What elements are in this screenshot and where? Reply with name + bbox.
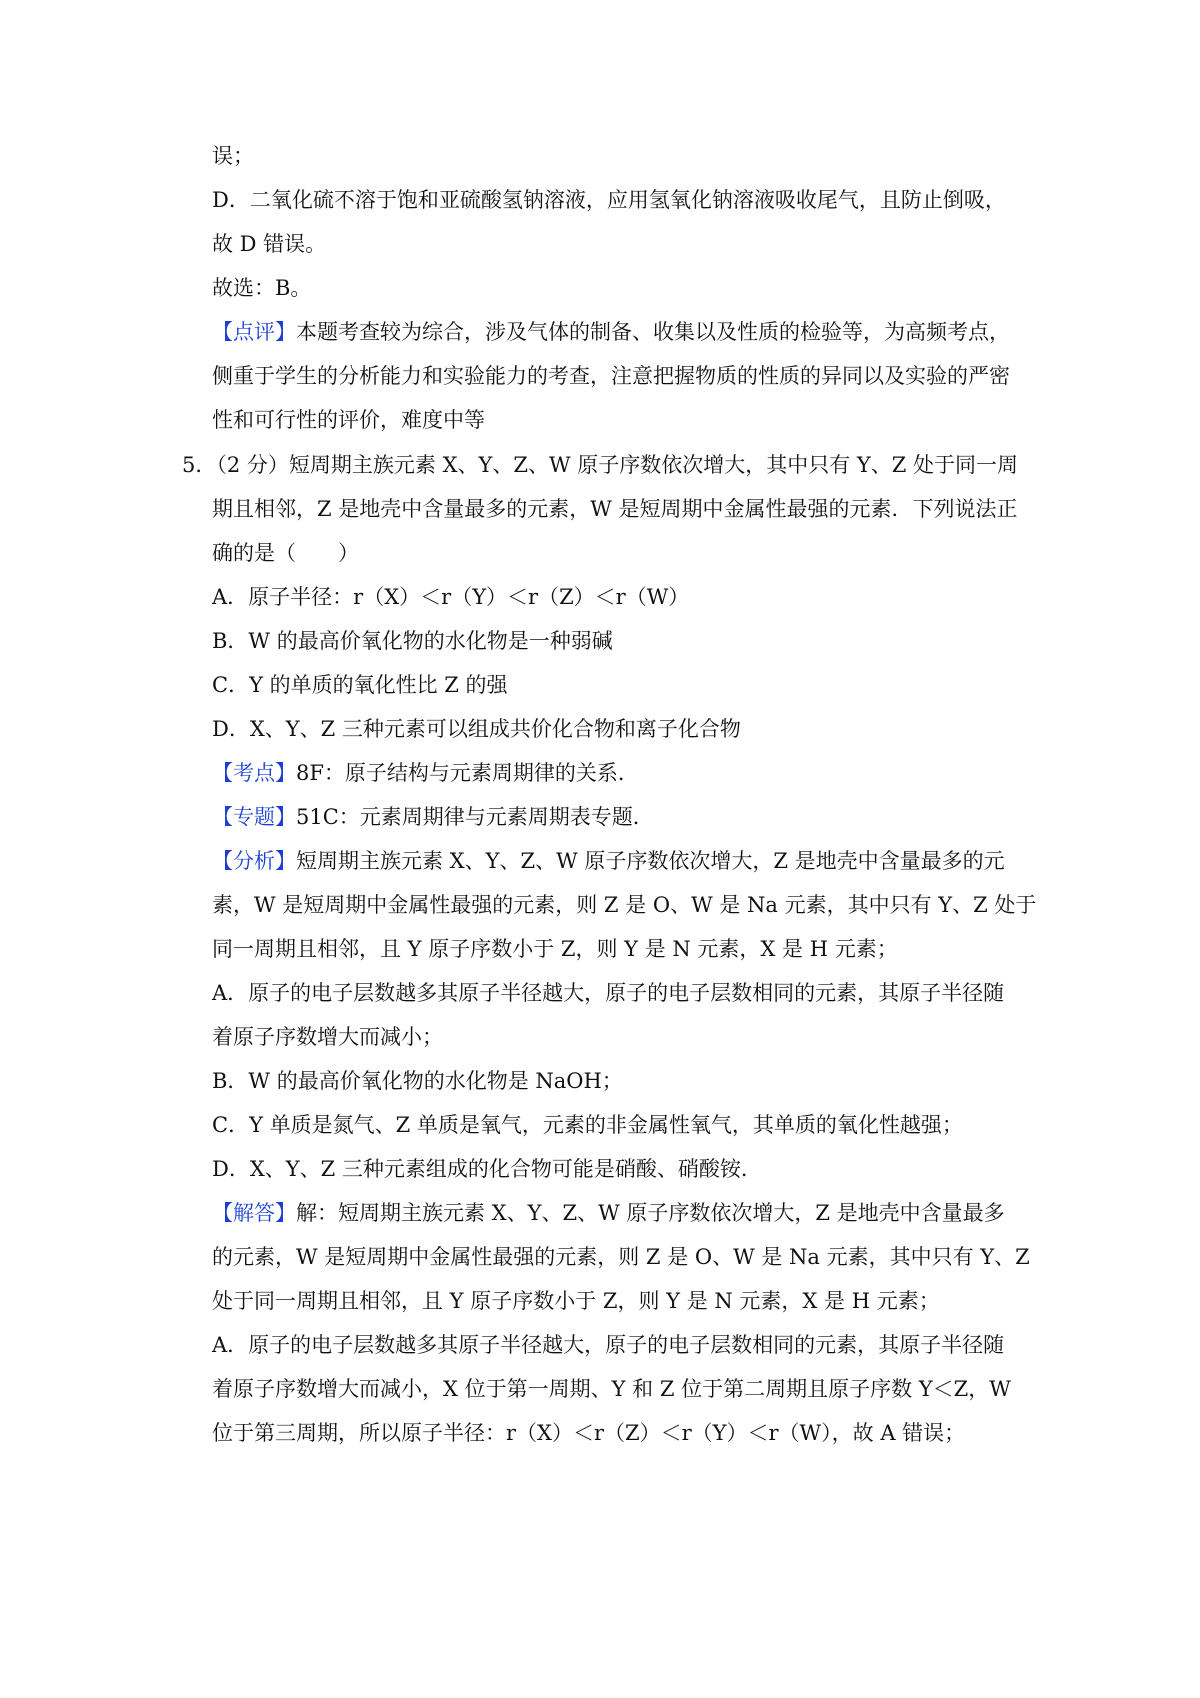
option-a: A．原子半径：r（X）＜r（Y）＜r（Z）＜r（W） (212, 585, 690, 609)
zhuanti-section (212, 803, 654, 831)
fenxi-text-line: 素，W 是短周期中金属性最强的元素，则 Z 是 O、W 是 Na 元素，其中只有 Y、Z 处于 (212, 893, 1037, 917)
fenxi-text-line: 同一周期且相邻，且 Y 原子序数小于 Z，则 Y 是 N 元素，X 是 H 元素； (212, 937, 898, 961)
option-b: B．W 的最高价氧化物的水化物是一种弱碱 (212, 629, 613, 653)
kaodian-text: 8F：原子结构与元素周期律的关系． (296, 761, 639, 785)
question-stem-text: （2 分）短周期主族元素 X、Y、Z、W 原子序数依次增大，其中只有 Y、Z 处于同一周 (216, 453, 1019, 477)
jieda-text: 解：短周期主族元素 X、Y、Z、W 原子序数依次增大，Z 是地壳中含量最多 (296, 1201, 1005, 1225)
jieda-tag: 【解答】 (212, 1201, 296, 1225)
review-text-line: 性和可行性的评价，难度中等 (212, 408, 485, 432)
question-number: 5． (182, 453, 217, 477)
review-text: 本题考查较为综合，涉及气体的制备、收集以及性质的检验等，为高频考点， (296, 320, 1010, 344)
jieda-text-line: 的元素，W 是短周期中金属性最强的元素，则 Z 是 O、W 是 Na 元素，其中只有 Y、Z (212, 1245, 1030, 1269)
jieda-option-a: A．原子的电子层数越多其原子半径越大，原子的电子层数相同的元素，其原子半径随 (212, 1333, 1005, 1357)
fenxi-option-a-cont: 着原子序数增大而减小； (212, 1025, 443, 1049)
jieda-option-a-cont: 位于第三周期，所以原子半径：r（X）＜r（Z）＜r（Y）＜r（W），故 A 错误； (212, 1421, 966, 1445)
fenxi-section (212, 847, 1005, 875)
question-5-stem (182, 451, 1018, 479)
fenxi-text: 短周期主族元素 X、Y、Z、W 原子序数依次增大，Z 是地壳中含量最多的元 (296, 849, 1005, 873)
zhuanti-text: 51C：元素周期律与元素周期表专题． (296, 805, 654, 829)
review-tag: 【点评】 (212, 320, 296, 344)
answer-choice: 故选：B。 (212, 276, 312, 300)
question-stem-line: 期且相邻，Z 是地壳中含量最多的元素，W 是短周期中金属性最强的元素．下列说法正 (212, 497, 1018, 521)
option-d-explanation-cont: 故 D 错误。 (212, 232, 327, 256)
kaodian-tag: 【考点】 (212, 761, 296, 785)
kaodian-section (212, 759, 639, 787)
fenxi-tag: 【分析】 (212, 849, 296, 873)
question-stem-line: 确的是（ ） (212, 541, 359, 565)
jieda-text-line: 处于同一周期且相邻，且 Y 原子序数小于 Z，则 Y 是 N 元素，X 是 H 元素； (212, 1289, 940, 1313)
jieda-option-a-cont: 着原子序数增大而减小，X 位于第一周期、Y 和 Z 位于第二周期且原子序数 Y＜Z，W (212, 1377, 1011, 1401)
fenxi-option-b: B．W 的最高价氧化物的水化物是 NaOH； (212, 1069, 623, 1093)
zhuanti-tag: 【专题】 (212, 805, 296, 829)
jieda-section (212, 1199, 1005, 1227)
review-text-line: 侧重于学生的分析能力和实验能力的考查，注意把握物质的性质的异同以及实验的严密 (212, 364, 1010, 388)
option-c: C．Y 的单质的氧化性比 Z 的强 (212, 673, 508, 697)
answer-text-line: 误； (212, 144, 254, 168)
fenxi-option-d: D．X、Y、Z 三种元素组成的化合物可能是硝酸、硝酸铵． (212, 1157, 762, 1181)
fenxi-option-c: C．Y 单质是氮气、Z 单质是氧气，元素的非金属性氧气，其单质的氧化性越强； (212, 1113, 963, 1137)
option-d-explanation: D．二氧化硫不溶于饱和亚硫酸氢钠溶液，应用氢氧化钠溶液吸收尾气，且防止倒吸， (212, 188, 1006, 212)
fenxi-option-a: A．原子的电子层数越多其原子半径越大，原子的电子层数相同的元素，其原子半径随 (212, 981, 1005, 1005)
review-paragraph (212, 318, 1010, 346)
option-d: D．X、Y、Z 三种元素可以组成共价化合物和离子化合物 (212, 717, 741, 741)
